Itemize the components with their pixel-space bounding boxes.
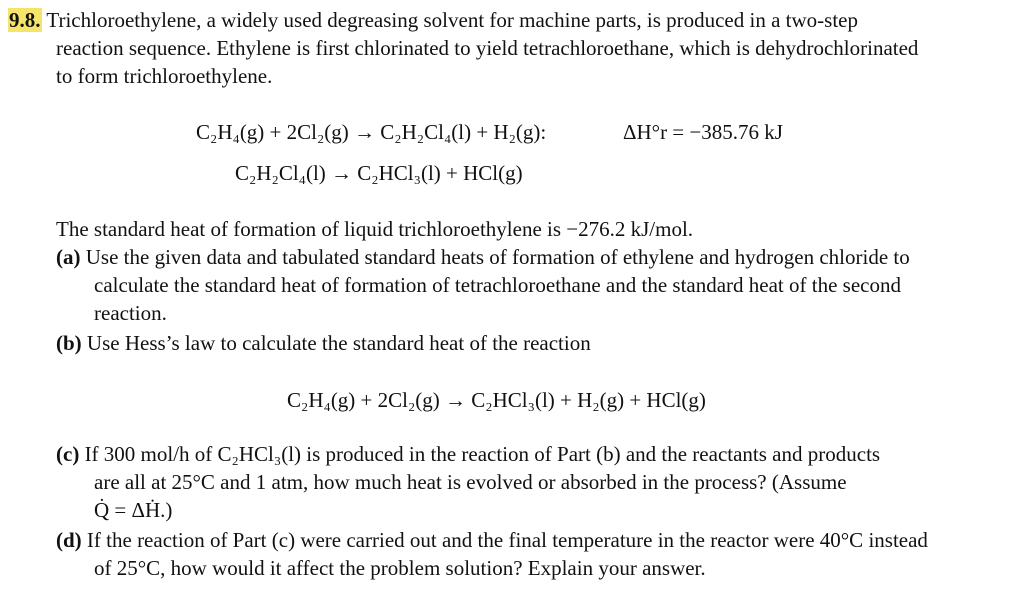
reaction-1-equation: C₂H₄(g) + 2Cl₂(g) → C₂H₂Cl₄(l) + H₂(g):: [196, 120, 547, 144]
part-d-line-2: of 25°C, how would it affect the problem solution? Explain your answer.: [94, 556, 706, 580]
reaction-1: [196, 118, 546, 146]
part-b-label: (b): [56, 331, 82, 355]
part-d-text-1: If the reaction of Part (c) were carried out and the final temperature in the reactor were 40°C instead: [86, 528, 928, 552]
part-a-line-3: reaction.: [94, 301, 167, 325]
part-c-label: (c): [56, 442, 80, 466]
heat-formation-statement: The standard heat of formation of liquid trichloroethylene is −276.2 kJ/mol.: [56, 217, 694, 241]
part-d-line-1: [56, 526, 928, 554]
part-b-text-1: Use Hess’s law to calculate the standard heat of the reaction: [86, 331, 591, 355]
part-a-text-1: Use the given data and tabulated standard heats of formation of ethylene and hydrogen chloride to: [85, 245, 910, 269]
intro-line-2: reaction sequence. Ethylene is first chlorinated to yield tetrachloroethane, which is dehydrochlorinated: [56, 36, 919, 60]
problem-number: 9.8.: [9, 8, 41, 32]
part-a-line-2: calculate the standard heat of formation of tetrachloroethane and the standard heat of the second: [94, 273, 901, 297]
part-a-label: (a): [56, 245, 81, 269]
part-c-line-1: [56, 440, 880, 468]
reaction-1-enthalpy: ΔH°r = −385.76 kJ: [623, 120, 783, 144]
reaction-2: C₂H₂Cl₄(l) → C₂HCl₃(l) + HCl(g): [235, 161, 523, 185]
intro-text-1: Trichloroethylene, a widely used degreasing solvent for machine parts, is produced in a two-step: [46, 8, 858, 32]
reaction-3: C₂H₄(g) + 2Cl₂(g) → C₂HCl₃(l) + H₂(g) + HCl(g): [287, 388, 706, 412]
intro-line-3: to form trichloroethylene.: [56, 64, 273, 88]
part-a-line-1: [56, 243, 910, 271]
intro-line-1: [8, 6, 858, 34]
part-c-text-1: If 300 mol/h of C₂HCl₃(l) is produced in the reaction of Part (b) and the reactants and products: [84, 442, 881, 466]
part-c-line-2: are all at 25°C and 1 atm, how much heat is evolved or absorbed in the process? (Assume: [94, 470, 847, 494]
part-b-line-1: [56, 329, 591, 357]
part-d-label: (d): [56, 528, 82, 552]
part-c-line-3: Q̇ = ΔḢ.): [94, 498, 173, 522]
